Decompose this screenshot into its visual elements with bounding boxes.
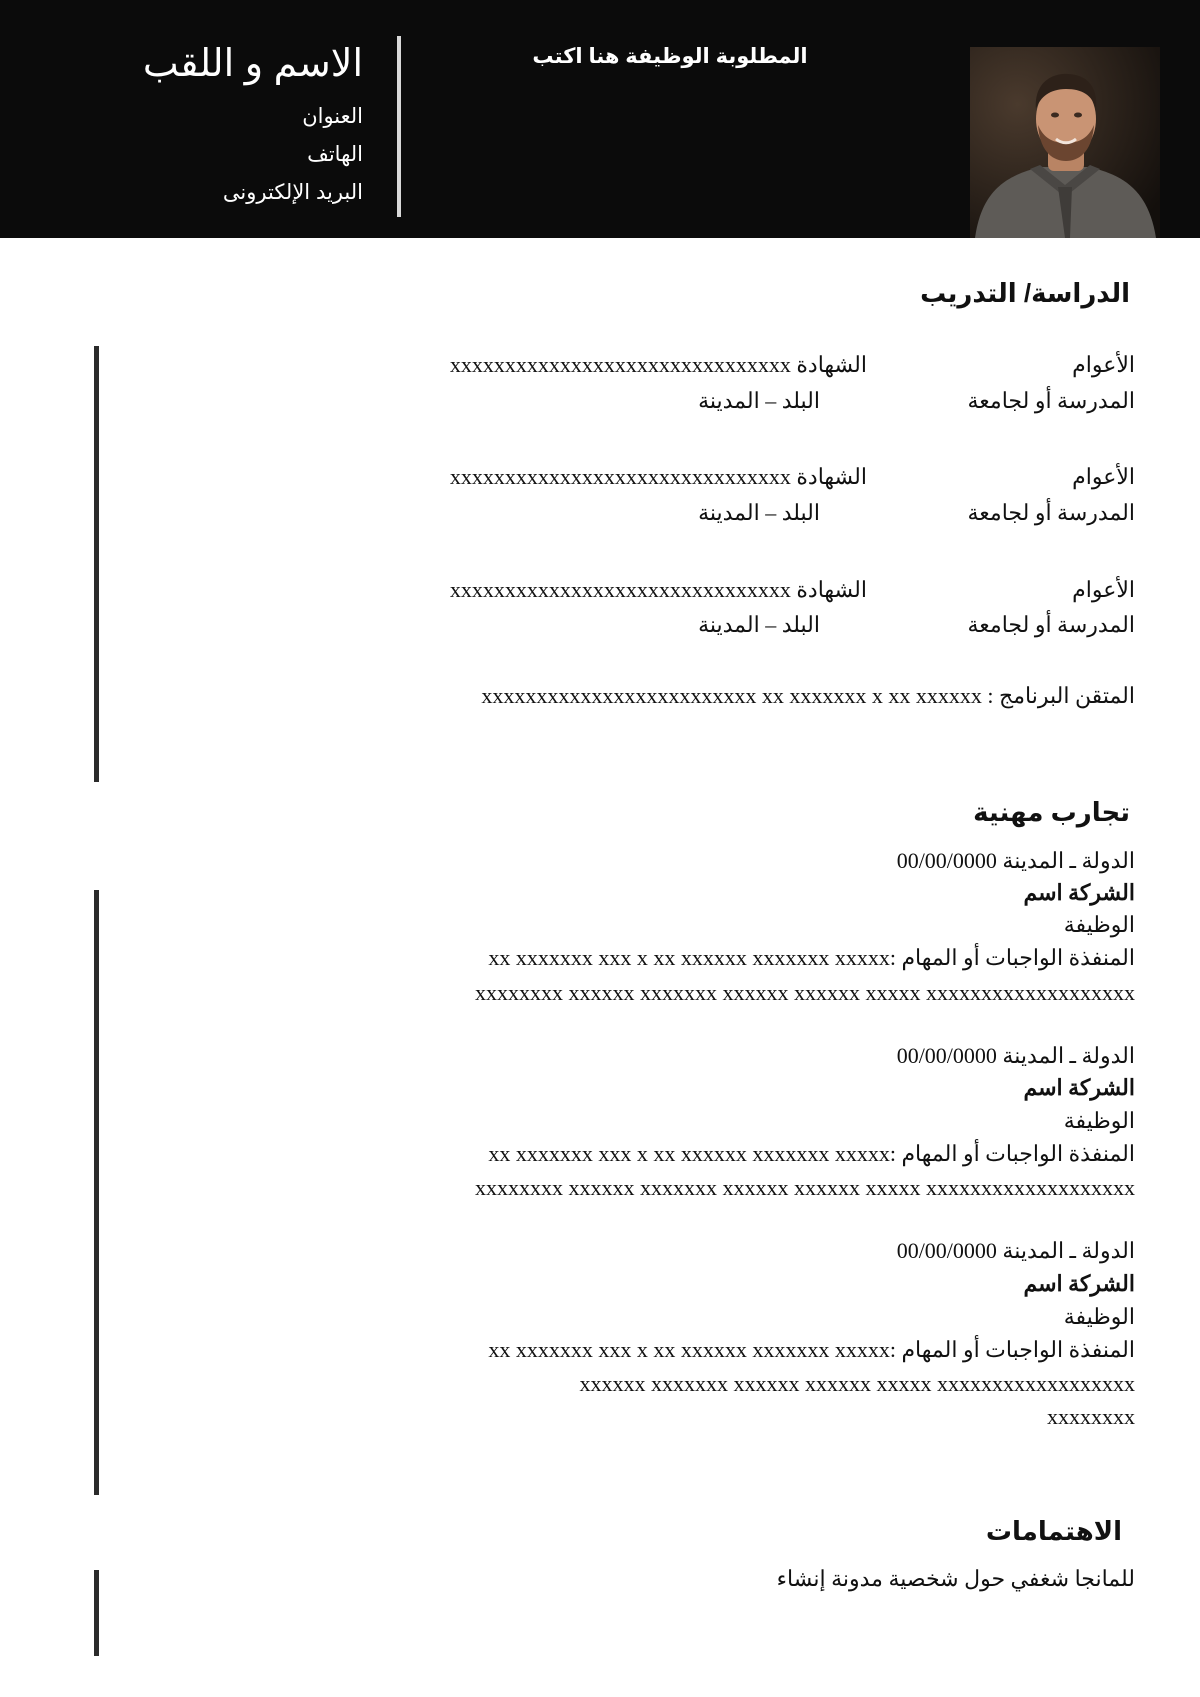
address-text: العنوان bbox=[302, 105, 363, 128]
company-name: الشركة اسم bbox=[1023, 880, 1135, 905]
education-location: البلد – المدينة bbox=[698, 612, 820, 637]
job-duties-line: xxxxxxxx xxxxxx xxxxxxx xxxxxx xxxxxx xxxxx xxxxxxxxxxxxxxxxxxx bbox=[475, 980, 1135, 1005]
interests-side-rule bbox=[94, 1570, 99, 1656]
job-location-date: الدولة ـ المدينة 00/00/0000 bbox=[896, 1043, 1135, 1068]
job-location-date: الدولة ـ المدينة 00/00/0000 bbox=[896, 1238, 1135, 1263]
education-side-rule bbox=[94, 346, 99, 782]
candidate-name: الاسم و اللقب bbox=[142, 43, 363, 85]
job-position: الوظيفة bbox=[1063, 1108, 1135, 1133]
job-duties-line: المنفذة الواجبات أو المهام :xx xxxxxxx xxx x xx xxxxxx xxxxxxx xxxxx bbox=[488, 1337, 1135, 1362]
education-years: الأعوام bbox=[1072, 352, 1135, 377]
job-position: الوظيفة bbox=[1063, 1304, 1135, 1329]
company-name: الشركة اسم bbox=[1023, 1271, 1135, 1296]
company-name: الشركة اسم bbox=[1023, 1075, 1135, 1100]
interests-heading: الاهتمامات bbox=[985, 1516, 1122, 1546]
education-years: الأعوام bbox=[1072, 577, 1135, 602]
job-duties-line: xxxxxx xxxxxxx xxxxxx xxxxxx xxxxx xxxxxxxxxxxxxxxxxx bbox=[579, 1371, 1135, 1396]
experience-side-rule bbox=[94, 890, 99, 1495]
software-skills: المتقن البرنامج : xxxxxxxxxxxxxxxxxxxxxxxxx xx xxxxxxx x xx xxxxxx bbox=[481, 683, 1135, 708]
header-divider bbox=[397, 36, 401, 217]
education-location: البلد – المدينة bbox=[698, 500, 820, 525]
interests-text: للمانجا شغفي حول شخصية مدونة إنشاء bbox=[776, 1566, 1135, 1591]
education-school: المدرسة أو لجامعة bbox=[967, 612, 1135, 637]
education-heading: الدراسة/ التدريب bbox=[920, 278, 1130, 308]
job-duties-line: xxxxxxxx xxxxxx xxxxxxx xxxxxx xxxxxx xxxxx xxxxxxxxxxxxxxxxxxx bbox=[475, 1175, 1135, 1200]
job-duties-line: المنفذة الواجبات أو المهام :xx xxxxxxx xxx x xx xxxxxx xxxxxxx xxxxx bbox=[488, 945, 1135, 970]
job-position: الوظيفة bbox=[1063, 912, 1135, 937]
phone-text: الهاتف bbox=[307, 143, 363, 166]
header-banner bbox=[0, 0, 1200, 238]
job-duties-line: xxxxxxxx bbox=[1047, 1404, 1135, 1429]
profile-photo bbox=[970, 47, 1160, 238]
job-location-date: الدولة ـ المدينة 00/00/0000 bbox=[896, 848, 1135, 873]
experience-heading: تجارب مهنية bbox=[973, 797, 1130, 827]
education-location: البلد – المدينة bbox=[698, 388, 820, 413]
education-years: الأعوام bbox=[1072, 464, 1135, 489]
education-school: المدرسة أو لجامعة bbox=[967, 388, 1135, 413]
email-text: البريد الإلكترونى bbox=[222, 181, 363, 204]
education-school: المدرسة أو لجامعة bbox=[967, 500, 1135, 525]
education-degree: الشهادة xxxxxxxxxxxxxxxxxxxxxxxxxxxxxxx bbox=[449, 577, 867, 602]
education-degree: الشهادة xxxxxxxxxxxxxxxxxxxxxxxxxxxxxxx bbox=[449, 352, 867, 377]
job-title: المطلوبة الوظيفة هنا اكتب bbox=[532, 45, 808, 68]
job-duties-line: المنفذة الواجبات أو المهام :xx xxxxxxx xxx x xx xxxxxx xxxxxxx xxxxx bbox=[488, 1141, 1135, 1166]
education-degree: الشهادة xxxxxxxxxxxxxxxxxxxxxxxxxxxxxxx bbox=[449, 464, 867, 489]
contact-block bbox=[80, 38, 363, 212]
